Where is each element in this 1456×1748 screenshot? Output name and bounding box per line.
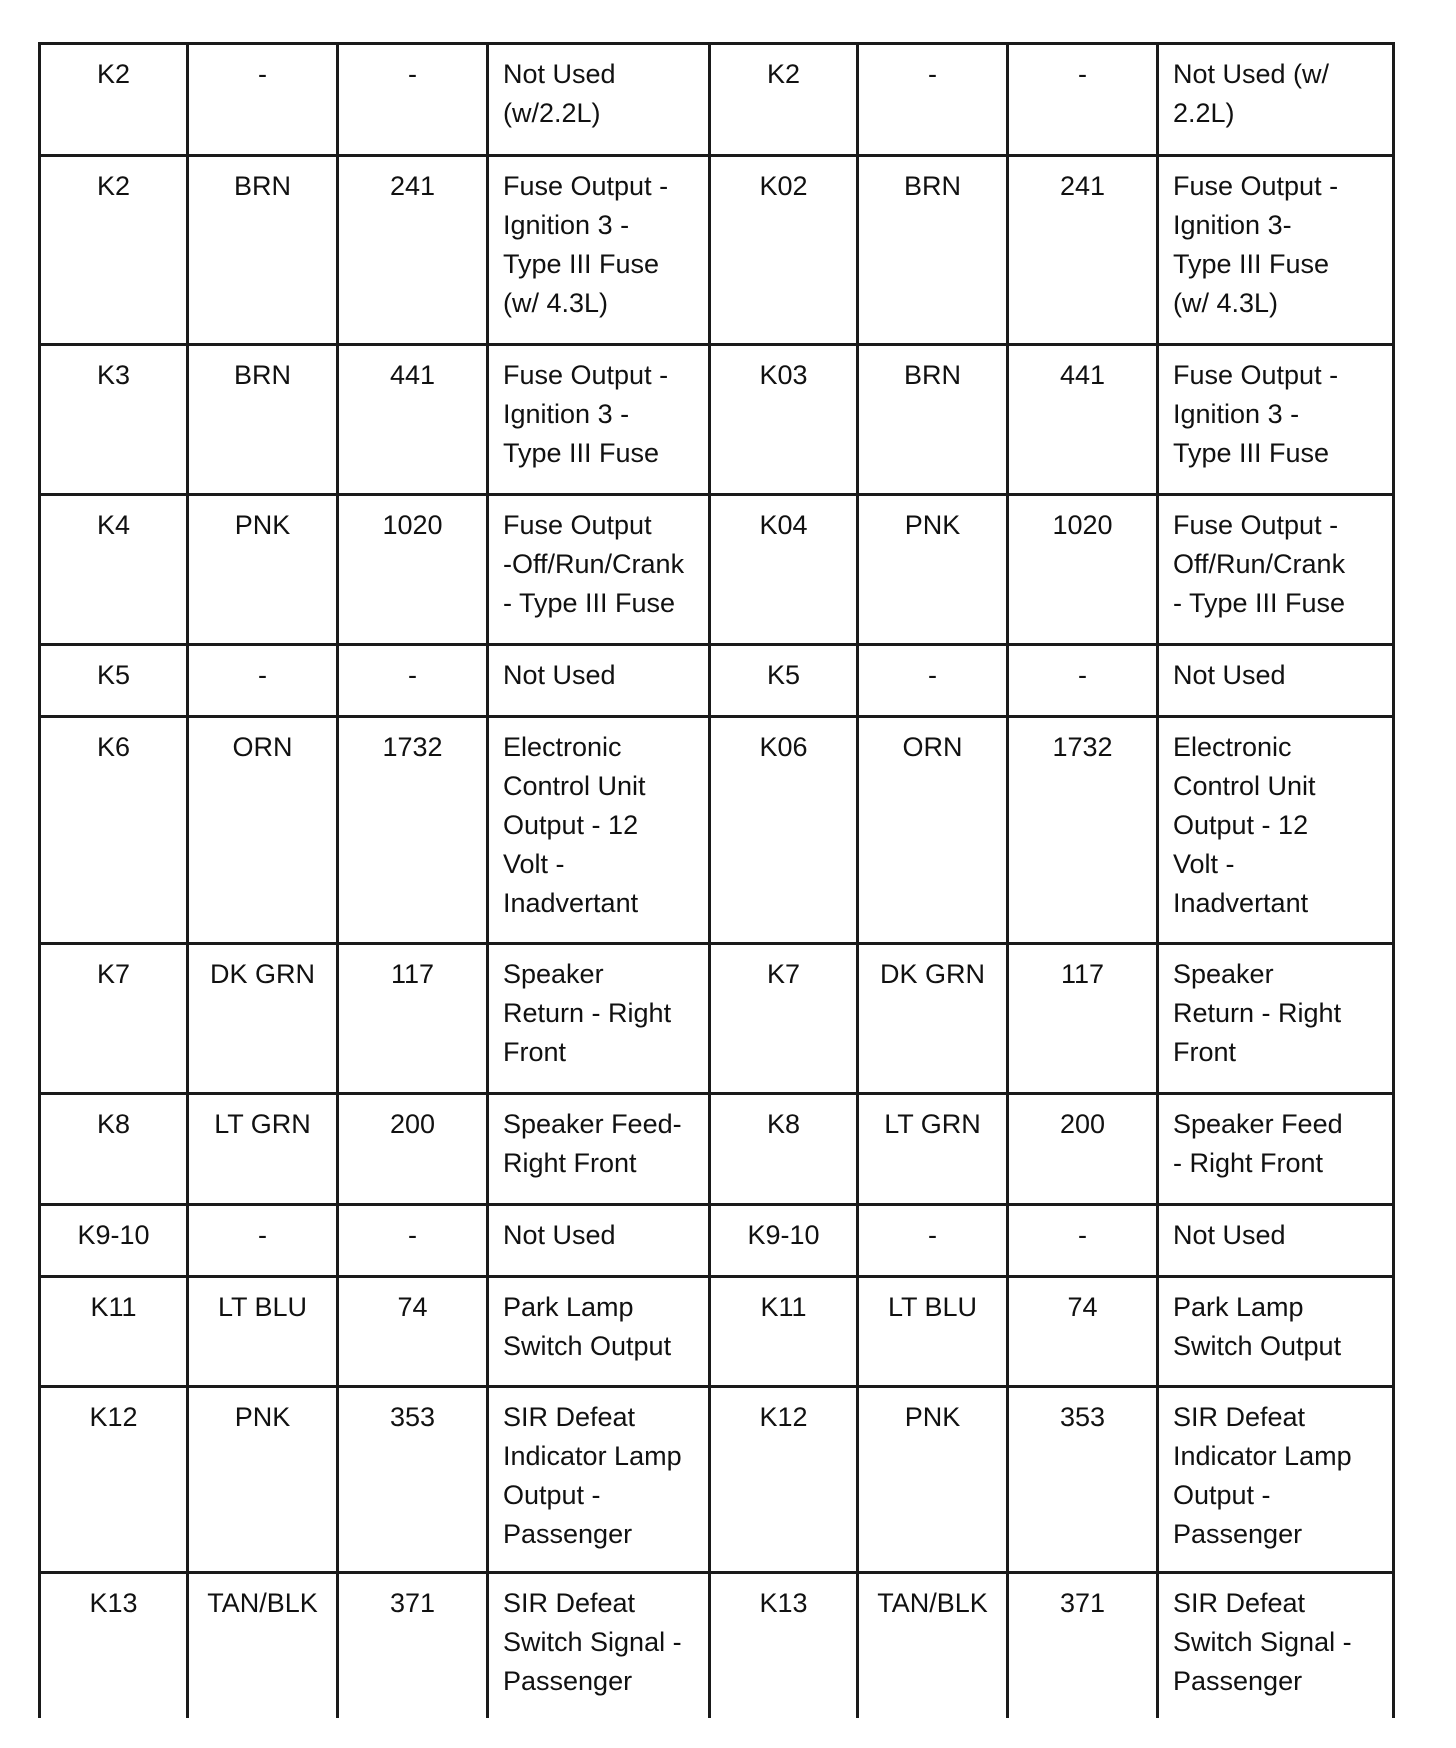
circuit-cell-text: 74 <box>1067 1292 1098 1322</box>
table-row <box>40 44 1394 156</box>
function-cell <box>488 1094 710 1205</box>
circuit-cell-text: 241 <box>389 171 436 201</box>
pinout-table <box>38 42 1395 1718</box>
circuit-cell <box>1008 495 1158 645</box>
pin-cell <box>710 156 858 345</box>
table-row <box>40 944 1394 1094</box>
circuit-cell <box>338 1277 488 1387</box>
function-cell <box>1158 1573 1394 1718</box>
circuit-cell-text: 74 <box>397 1292 428 1322</box>
function-cell <box>488 44 710 156</box>
circuit-cell-text: - <box>408 660 417 690</box>
pin-cell <box>40 944 188 1094</box>
function-cell-text: SIR Defeat Switch Signal - Passenger <box>503 1588 682 1696</box>
function-cell <box>1158 717 1394 944</box>
circuit-cell-text: - <box>408 59 417 89</box>
pin-cell <box>40 717 188 944</box>
pin-cell <box>710 717 858 944</box>
function-cell <box>1158 1387 1394 1573</box>
table-row <box>40 1094 1394 1205</box>
wire-color-cell-text: - <box>928 59 937 89</box>
function-cell-text: Fuse Output - Ignition 3 - Type III Fuse <box>503 360 669 468</box>
function-cell-text: SIR Defeat Indicator Lamp Output - Passenger <box>1173 1402 1352 1549</box>
function-cell-text: Not Used <box>503 660 616 690</box>
wire-color-cell <box>188 345 338 495</box>
function-cell <box>1158 345 1394 495</box>
pin-cell-text: K02 <box>759 171 808 201</box>
function-cell <box>1158 1205 1394 1277</box>
wire-color-cell-text: LT GRN <box>214 1109 311 1139</box>
wire-color-cell <box>858 1205 1008 1277</box>
pin-cell <box>710 345 858 495</box>
circuit-cell <box>1008 717 1158 944</box>
pin-cell-text: K2 <box>96 171 131 201</box>
pin-cell <box>710 1205 858 1277</box>
pin-cell-text: K3 <box>96 360 131 390</box>
wire-color-cell-text: ORN <box>232 732 293 762</box>
wire-color-cell <box>858 495 1008 645</box>
circuit-cell <box>338 717 488 944</box>
wire-color-cell-text: PNK <box>904 510 961 540</box>
pin-cell <box>710 1387 858 1573</box>
table-row <box>40 156 1394 345</box>
pin-cell-text: K11 <box>760 1292 807 1322</box>
circuit-cell <box>1008 44 1158 156</box>
wire-color-cell <box>188 1277 338 1387</box>
pin-cell-text: K04 <box>759 510 808 540</box>
wire-color-cell-text: - <box>258 1220 267 1250</box>
pin-cell <box>710 1277 858 1387</box>
function-cell <box>488 156 710 345</box>
pin-cell-text: K13 <box>759 1588 808 1618</box>
function-cell <box>1158 156 1394 345</box>
wire-color-cell-text: BRN <box>233 360 291 390</box>
pin-cell <box>710 495 858 645</box>
wire-color-cell <box>858 944 1008 1094</box>
function-cell-text: Not Used (w/2.2L) <box>503 59 616 128</box>
function-cell <box>488 345 710 495</box>
wire-color-cell-text: LT BLU <box>887 1292 978 1322</box>
circuit-cell <box>338 156 488 345</box>
function-cell-text: Fuse Output -Off/Run/Crank - Type III Fuse <box>503 510 685 618</box>
function-cell <box>488 717 710 944</box>
wire-color-cell-text: - <box>258 59 267 89</box>
wire-color-cell <box>858 1277 1008 1387</box>
wire-color-cell-text: DK GRN <box>209 959 315 989</box>
wire-color-cell <box>188 1387 338 1573</box>
circuit-cell <box>338 1094 488 1205</box>
function-cell <box>488 495 710 645</box>
circuit-cell-text: 1020 <box>382 510 443 540</box>
circuit-cell <box>338 1387 488 1573</box>
circuit-cell-text: 1020 <box>1052 510 1113 540</box>
wire-color-cell <box>188 1573 338 1718</box>
pin-cell-text: K2 <box>766 59 801 89</box>
pin-cell <box>40 1094 188 1205</box>
function-cell <box>488 645 710 717</box>
wire-color-cell <box>858 645 1008 717</box>
circuit-cell-text: 371 <box>1059 1588 1106 1618</box>
function-cell-text: Not Used <box>1173 660 1286 690</box>
circuit-cell <box>338 345 488 495</box>
function-cell-text: Speaker Return - Right Front <box>1173 959 1342 1067</box>
wire-color-cell-text: LT BLU <box>217 1292 308 1322</box>
function-cell <box>488 1573 710 1718</box>
wire-color-cell-text: LT GRN <box>884 1109 981 1139</box>
function-cell <box>488 944 710 1094</box>
pin-cell-text: K03 <box>759 360 808 390</box>
wire-color-cell-text: TAN/BLK <box>207 1588 318 1618</box>
function-cell-text: Speaker Feed- Right Front <box>503 1109 682 1178</box>
pin-cell-text: K9-10 <box>77 1220 150 1250</box>
pin-cell-text: K7 <box>96 959 131 989</box>
wire-color-cell-text: PNK <box>234 1402 291 1432</box>
function-cell-text: Speaker Return - Right Front <box>503 959 672 1067</box>
wire-color-cell-text: BRN <box>903 360 961 390</box>
function-cell <box>1158 1277 1394 1387</box>
circuit-cell <box>1008 1205 1158 1277</box>
table-row <box>40 495 1394 645</box>
table-row <box>40 345 1394 495</box>
function-cell-text: Not Used <box>503 1220 616 1250</box>
wire-color-cell <box>188 44 338 156</box>
wire-color-cell <box>188 645 338 717</box>
wire-color-cell <box>188 717 338 944</box>
function-cell <box>1158 645 1394 717</box>
table-row <box>40 645 1394 717</box>
pin-cell-text: K7 <box>766 959 801 989</box>
circuit-cell-text: 117 <box>390 959 435 989</box>
pin-cell <box>710 44 858 156</box>
pin-cell <box>40 345 188 495</box>
wire-color-cell-text: - <box>928 1220 937 1250</box>
circuit-cell <box>338 1205 488 1277</box>
table-row <box>40 1387 1394 1573</box>
function-cell-text: SIR Defeat Indicator Lamp Output - Passenger <box>503 1402 682 1549</box>
wire-color-cell <box>858 1094 1008 1205</box>
pin-cell-text: K06 <box>759 732 808 762</box>
wire-color-cell <box>858 44 1008 156</box>
circuit-cell <box>338 944 488 1094</box>
wire-color-cell <box>188 495 338 645</box>
circuit-cell <box>1008 944 1158 1094</box>
circuit-cell-text: - <box>1078 660 1087 690</box>
circuit-cell <box>1008 1387 1158 1573</box>
circuit-cell <box>1008 1277 1158 1387</box>
function-cell <box>488 1387 710 1573</box>
pin-cell <box>40 495 188 645</box>
table-row <box>40 1205 1394 1277</box>
pin-cell <box>40 1205 188 1277</box>
function-cell-text: Fuse Output - Ignition 3 - Type III Fuse (w/ 4.3L) <box>503 171 669 318</box>
circuit-cell-text: 441 <box>389 360 436 390</box>
circuit-cell <box>338 1573 488 1718</box>
wire-color-cell-text: - <box>258 660 267 690</box>
table-row <box>40 1573 1394 1718</box>
wire-color-cell-text: BRN <box>903 171 961 201</box>
circuit-cell-text: 1732 <box>382 732 443 762</box>
wire-color-cell-text: DK GRN <box>879 959 985 989</box>
function-cell <box>1158 44 1394 156</box>
pin-cell-text: K12 <box>89 1402 138 1432</box>
circuit-cell <box>338 44 488 156</box>
circuit-cell <box>338 645 488 717</box>
circuit-cell <box>338 495 488 645</box>
circuit-cell-text: 200 <box>1059 1109 1106 1139</box>
pin-cell-text: K5 <box>96 660 131 690</box>
circuit-cell-text: 353 <box>1059 1402 1106 1432</box>
wire-color-cell <box>188 944 338 1094</box>
circuit-cell <box>1008 1094 1158 1205</box>
function-cell-text: Park Lamp Switch Output <box>503 1292 672 1361</box>
circuit-cell-text: 441 <box>1059 360 1106 390</box>
function-cell <box>488 1205 710 1277</box>
circuit-cell <box>1008 645 1158 717</box>
function-cell-text: Speaker Feed - Right Front <box>1173 1109 1343 1178</box>
function-cell <box>1158 944 1394 1094</box>
pin-cell <box>710 1573 858 1718</box>
circuit-cell-text: 117 <box>1060 959 1105 989</box>
circuit-cell <box>1008 1573 1158 1718</box>
circuit-cell-text: 241 <box>1059 171 1106 201</box>
pin-cell-text: K13 <box>89 1588 138 1618</box>
circuit-cell <box>1008 156 1158 345</box>
pin-cell-text: K5 <box>766 660 801 690</box>
pin-cell <box>40 44 188 156</box>
function-cell-text: Fuse Output - Ignition 3 - Type III Fuse <box>1173 360 1339 468</box>
wire-color-cell-text: - <box>928 660 937 690</box>
circuit-cell-text: 200 <box>389 1109 436 1139</box>
function-cell-text: SIR Defeat Switch Signal - Passenger <box>1173 1588 1352 1696</box>
wire-color-cell-text: PNK <box>234 510 291 540</box>
function-cell-text: Fuse Output - Off/Run/Crank - Type III Fuse <box>1173 510 1346 618</box>
wire-color-cell <box>188 156 338 345</box>
function-cell-text: Fuse Output - Ignition 3- Type III Fuse (w/ 4.3L) <box>1173 171 1339 318</box>
pin-cell <box>710 944 858 1094</box>
table-row <box>40 717 1394 944</box>
pin-cell <box>40 1387 188 1573</box>
wire-color-cell-text: BRN <box>233 171 291 201</box>
pin-cell-text: K11 <box>90 1292 137 1322</box>
pin-cell-text: K8 <box>96 1109 131 1139</box>
pin-cell-text: K4 <box>96 510 131 540</box>
pin-cell <box>40 645 188 717</box>
function-cell <box>1158 1094 1394 1205</box>
circuit-cell-text: 371 <box>389 1588 436 1618</box>
circuit-cell-text: 353 <box>389 1402 436 1432</box>
pin-cell-text: K12 <box>759 1402 808 1432</box>
function-cell <box>488 1277 710 1387</box>
pin-cell-text: K9-10 <box>747 1220 820 1250</box>
circuit-cell-text: - <box>1078 1220 1087 1250</box>
wire-color-cell-text: PNK <box>904 1402 961 1432</box>
wire-color-cell <box>188 1094 338 1205</box>
wire-color-cell <box>858 1573 1008 1718</box>
circuit-cell-text: - <box>1078 59 1087 89</box>
function-cell <box>1158 495 1394 645</box>
pin-cell-text: K8 <box>766 1109 801 1139</box>
wire-color-cell-text: ORN <box>902 732 963 762</box>
pin-cell-text: K2 <box>96 59 131 89</box>
pin-cell <box>40 1277 188 1387</box>
wire-color-cell <box>188 1205 338 1277</box>
function-cell-text: Not Used <box>1173 1220 1286 1250</box>
pin-cell <box>710 645 858 717</box>
wire-color-cell <box>858 345 1008 495</box>
pin-cell <box>40 1573 188 1718</box>
circuit-cell-text: 1732 <box>1052 732 1113 762</box>
function-cell-text: Not Used (w/ 2.2L) <box>1173 59 1330 128</box>
function-cell-text: Electronic Control Unit Output - 12 Volt - Inadvertant <box>503 732 646 918</box>
pin-cell-text: K6 <box>96 732 131 762</box>
circuit-cell <box>1008 345 1158 495</box>
function-cell-text: Park Lamp Switch Output <box>1173 1292 1342 1361</box>
wire-color-cell <box>858 717 1008 944</box>
table-row <box>40 1277 1394 1387</box>
wire-color-cell <box>858 1387 1008 1573</box>
wire-color-cell-text: TAN/BLK <box>877 1588 988 1618</box>
wire-color-cell <box>858 156 1008 345</box>
pin-cell <box>40 156 188 345</box>
circuit-cell-text: - <box>408 1220 417 1250</box>
pin-cell <box>710 1094 858 1205</box>
function-cell-text: Electronic Control Unit Output - 12 Volt - Inadvertant <box>1173 732 1316 918</box>
